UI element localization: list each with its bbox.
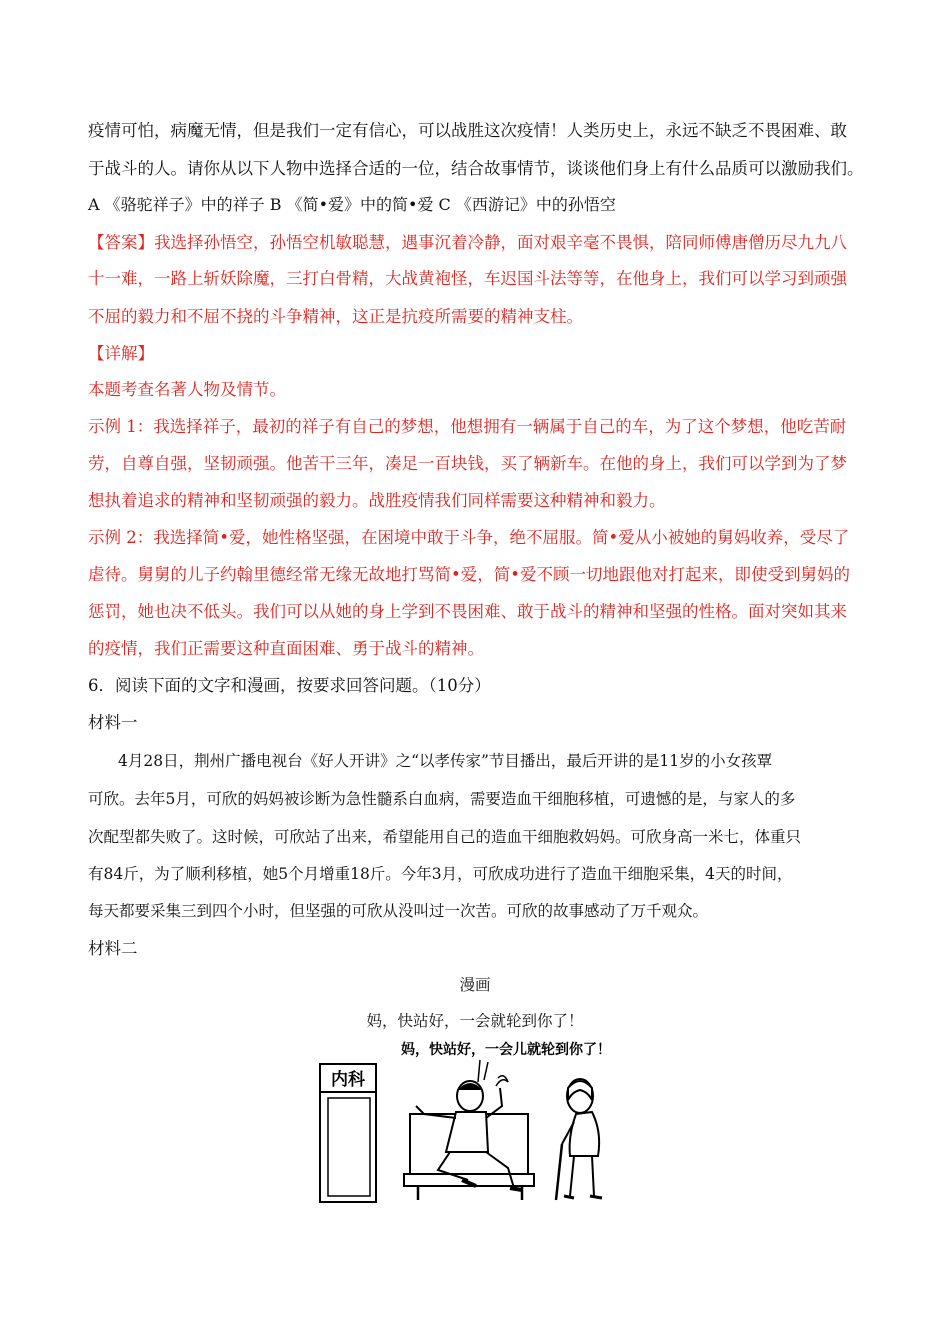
cartoon-speech-text: 妈，快站好，一会儿就轮到你了！ bbox=[401, 1041, 611, 1057]
material2-label: 材料二 bbox=[88, 939, 138, 958]
answer-line-1: 【答案】我选择孙悟空，孙悟空机敏聪慧，遇事沉着冷静，面对艰辛毫不畏惧，陪同师傅唐僧历尽九九八 bbox=[88, 233, 847, 252]
example1-line-1: 示例 1：我选择祥子，最初的祥子有自己的梦想，他想拥有一辆属于自己的车，为了这个梦想，他吃苦耐 bbox=[88, 417, 847, 436]
detail-intro: 本题考查名著人物及情节。 bbox=[88, 380, 286, 399]
cartoon-image bbox=[318, 1040, 640, 1204]
material1-line-5: 每天都要采集三到四个小时，但坚强的可欣从没叫过一次苦。可欣的故事感动了万千观众。 bbox=[88, 902, 709, 920]
material1-line-1: 4月28日，荆州广播电视台《好人开讲》之“以孝传家”节目播出，最后开讲的是11岁的小女孩覃 bbox=[118, 752, 773, 770]
material1-line-4: 有84斤，为了顺利移植，她5个月增重18斤。今年3月，可欣成功进行了造血干细胞采集，4天的时间， bbox=[88, 865, 793, 883]
intro-line-2: 于战斗的人。请你从以下人物中选择合适的一位，结合故事情节，谈谈他们身上有什么品质可以激励我们。 bbox=[88, 159, 864, 178]
example2-line-1: 示例 2：我选择简•爱，她性格坚强，在困境中敢于斗争，绝不屈服。简•爱从小被她的舅妈收养，受尽了 bbox=[88, 528, 850, 547]
material1-line-2: 可欣。去年5月，可欣的妈妈被诊断为急性髓系白血病，需要造血干细胞移植，可遗憾的是，与家人的多 bbox=[88, 790, 796, 808]
cartoon-title: 漫画 bbox=[459, 976, 491, 994]
intro-line-1: 疫情可怕，病魔无情，但是我们一定有信心，可以战胜这次疫情！人类历史上，永远不缺乏不畏困难、敢 bbox=[88, 121, 847, 140]
example1-line-3: 想执着追求的精神和坚韧顽强的毅力。战胜疫情我们同样需要这种精神和毅力。 bbox=[88, 491, 666, 510]
example2-line-3: 惩罚，她也决不低头。我们可以从她的身上学到不畏困难、敢于战斗的精神和坚强的性格。面对突如其来 bbox=[88, 602, 847, 621]
question6-title: 6．阅读下面的文字和漫画，按要求回答问题。（10分） bbox=[88, 676, 491, 695]
example1-line-2: 劳，自尊自强，坚韧顽强。他苦干三年，凑足一百块钱，买了辆新车。在他的身上，我们可以学到为了梦 bbox=[88, 454, 847, 473]
cartoon-caption: 妈，快站好，一会就轮到你了！ bbox=[366, 1012, 584, 1030]
cartoon-drawing bbox=[318, 1040, 640, 1204]
material1-line-3: 次配型都失败了。这时候，可欣站了出来，希望能用自己的造血干细胞救妈妈。可欣身高一米七，体重只 bbox=[88, 828, 802, 846]
answer-line-3: 不屈的毅力和不屈不挠的斗争精神，这正是抗疫所需要的精神支柱。 bbox=[88, 307, 583, 326]
example2-line-2: 虐待。舅舅的儿子约翰里德经常无缘无故地打骂简•爱，简•爱不顾一切地跟他对打起来，即使受到舅妈的 bbox=[88, 565, 850, 584]
clinic-sign-text: 内科 bbox=[331, 1070, 365, 1089]
material1-label: 材料一 bbox=[88, 713, 138, 732]
options-line: A 《骆驼祥子》中的祥子 B 《简•爱》中的简•爱 C 《西游记》中的孙悟空 bbox=[88, 195, 616, 214]
detail-heading: 【详解】 bbox=[88, 344, 154, 363]
answer-line-2: 十一难，一路上斩妖除魔，三打白骨精，大战黄袍怪，车迟国斗法等等，在他身上，我们可以学习到顽强 bbox=[88, 269, 847, 288]
example2-line-4: 的疫情，我们正需要这种直面困难、勇于战斗的精神。 bbox=[88, 639, 484, 658]
